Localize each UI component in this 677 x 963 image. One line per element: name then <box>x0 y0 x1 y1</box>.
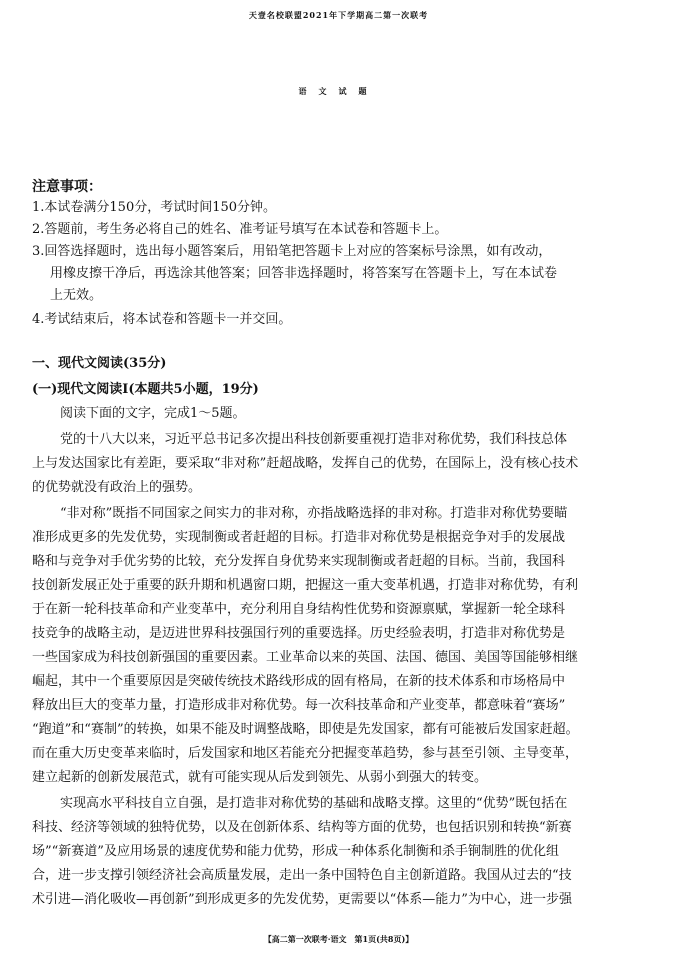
passage-line: 于在新一轮科技革命和产业变革中，充分利用自身结构性优势和资源禀赋，掌握新一轮全球科 <box>32 602 566 617</box>
passage-line: 党的十八大以来，习近平总书记多次提出科技创新要重视打造非对称优势，我们科技总体 <box>60 432 568 447</box>
passage-line: 技创新发展正处于重要的跃升期和机遇窗口期，把握这一重大变革机遇，打造非对称优势，有利 <box>32 578 579 593</box>
passage-line: 合，进一步支撑引领经济社会高质量发展，走出一条中国特色自主创新道路。我国从过去的“技 <box>32 868 572 883</box>
passage-line: 而在重大历史变革来临时，后发国家和地区若能充分把握变革趋势，参与甚至引领、主导变革， <box>32 746 579 761</box>
notice-label: 注意事项： <box>32 179 102 195</box>
passage-line: “跑道”和“赛制”的转换，如果不能及时调整战略，即使是先发国家，都有可能被后发国家赶超。 <box>32 722 579 737</box>
passage-line: 术引进—消化吸收—再创新”到形成更多的先发优势，更需要以“体系—能力”为中心，进一步强 <box>32 892 572 907</box>
section-heading: 一、现代文阅读(35分) <box>32 356 167 371</box>
notice-line: 用橡皮擦干净后，再选涂其他答案；回答非选择题时，将答案写在答题卡上，写在本试卷 <box>50 266 558 281</box>
reading-instruction: 阅读下面的文字，完成1～5题。 <box>60 406 246 421</box>
notice-line: 3.回答选择题时，选出每小题答案后，用铅笔把答题卡上对应的答案标号涂黑，如有改动， <box>32 244 552 259</box>
notice-line: 上无效。 <box>50 288 103 303</box>
notice-line: 4.考试结束后，将本试卷和答题卡一并交回。 <box>32 312 292 327</box>
subject-title: 语文试题 <box>298 86 379 96</box>
passage-line: 科技、经济等领域的独特优势，以及在创新体系、结构等方面的优势，也包括识别和转换“新赛 <box>32 820 572 835</box>
passage-line: “非对称”既指不同国家之间实力的非对称，亦指战略选择的非对称。打造非对称优势要瞄 <box>60 506 568 521</box>
page-footer: 【高二第一次联考·语文 第1页(共8页)】 <box>263 934 414 944</box>
passage-line: 准形成更多的先发优势，实现制衡或者赶超的目标。打造非对称优势是根据竞争对手的发展战 <box>32 530 566 545</box>
passage-line: 崛起，其中一个重要原因是突破传统技术路线形成的固有格局，在新的技术体系和市场格局中 <box>32 674 566 689</box>
passage-line: 释放出巨大的变革力量，打造形成非对称优势。每一次科技革命和产业变革，都意味着“赛场” <box>32 698 566 713</box>
exam-title: 天壹名校联盟2021年下学期高二第一次联考 <box>248 10 429 20</box>
passage-line: 场”“新赛道”及应用场景的速度优势和能力优势，形成一种体系化制衡和杀手锏制胜的优化组 <box>32 844 559 859</box>
notice-line: 1.本试卷满分150分，考试时间150分钟。 <box>32 200 277 215</box>
section-subheading: (一)现代文阅读Ⅰ(本题共5小题，19分) <box>32 382 259 397</box>
notice-line: 2.答题前，考生务必将自己的姓名、准考证号填写在本试卷和答题卡上。 <box>32 222 448 237</box>
passage-line: 略和与竞争对手优劣势的比较，充分发挥自身优势来实现制衡或者赶超的目标。当前，我国科 <box>32 554 566 569</box>
passage-line: 技竞争的战略主动，是迈进世界科技强国行列的重要选择。历史经验表明，打造非对称优势是 <box>32 626 566 641</box>
passage-line: 建立起新的创新发展范式，就有可能实现从后发到领先、从弱小到强大的转变。 <box>32 770 488 785</box>
passage-line: 实现高水平科技自立自强，是打造非对称优势的基础和战略支撑。这里的“优势”既包括在 <box>60 796 568 811</box>
passage-line: 上与发达国家比有差距，要采取“非对称”赶超战略，发挥自己的优势，在国际上，没有核心技术 <box>32 456 579 471</box>
passage-line: 一些国家成为科技创新强国的重要因素。工业革命以来的英国、法国、德国、美国等国能够相继 <box>32 650 579 665</box>
passage-line: 的优势就没有政治上的强势。 <box>32 480 202 495</box>
